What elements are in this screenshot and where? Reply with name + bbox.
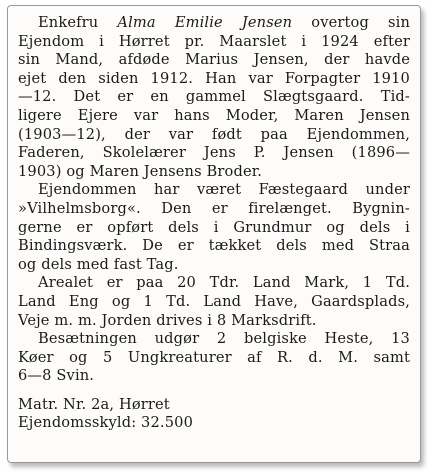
text-line: Bindingsværk. De er tækket dels med Straa (18, 237, 410, 255)
paragraph-area (18, 274, 410, 330)
property-valuation: Ejendomsskyld: 32.500 (18, 414, 194, 432)
text-line: (1903—12), der var født paa Ejendommen, (18, 125, 410, 143)
text-fragment: overtog sin (292, 14, 411, 31)
text-line: »Vilhelmsborg«. Den er firelænget. Bygnin- (18, 199, 410, 217)
cadastral-number: Matr. Nr. 2a, Hørret (18, 395, 170, 413)
text-line: Veje m. m. Jorden drives i 8 Marksdrift. (18, 311, 317, 329)
text-line: Besætningen udgør 2 belgiske Heste, 13 (38, 330, 410, 348)
text-line: sin Mand, afdøde Marius Jensen, der havde (18, 51, 410, 69)
text-line: Ejendommen har været Fæstegaard under (38, 181, 410, 199)
text-line: —12. Det er en gammel Slægtsgaard. Tid- (18, 88, 410, 106)
text-line: ligere Ejere var hans Moder, Maren Jensen (18, 106, 410, 124)
text-line: Land Eng og 1 Td. Land Have, Gaardsplads, (18, 292, 410, 310)
paragraph-owner-history (18, 14, 410, 181)
text-line: Arealet er paa 20 Tdr. Land Mark, 1 Td. (38, 274, 410, 292)
paragraph-registry (18, 396, 410, 433)
text-line: 1903) og Maren Jensens Broder. (18, 162, 263, 180)
text-line: Ejendom i Hørret pr. Maarslet i 1924 efter (18, 32, 410, 50)
text-line: Faderen, Skolelærer Jens P. Jensen (1896— (18, 144, 410, 162)
paragraph-livestock (18, 330, 410, 386)
text-line: og dels med fast Tag. (18, 255, 179, 273)
text-line: Køer og 5 Ungkreaturer af R. d. M. samt (18, 348, 410, 366)
text-line: gerne er opført dels i Grundmur og dels i (18, 218, 410, 236)
text-line: ejet den siden 1912. Han var Forpagter 1910 (18, 69, 410, 87)
property-description-card (7, 5, 421, 463)
text-line (18, 14, 410, 33)
text-line: 6—8 Svin. (18, 367, 95, 385)
owner-name: Alma Emilie Jensen (117, 14, 293, 31)
text-fragment: Enkefru (38, 14, 118, 31)
paragraph-buildings (18, 181, 410, 274)
